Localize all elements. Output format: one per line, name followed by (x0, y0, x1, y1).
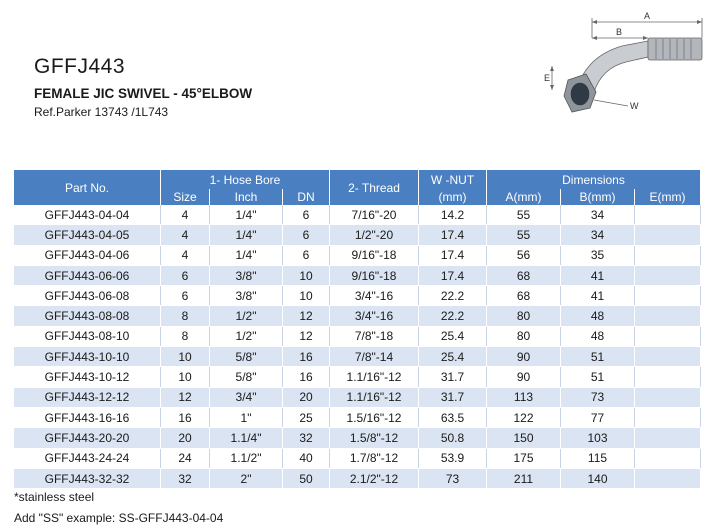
table-row (14, 265, 701, 285)
table-row (14, 225, 701, 245)
ss-example-note: Add "SS" example: SS-GFFJ443-04-04 (14, 511, 224, 525)
cell-dn: 12 (283, 326, 330, 346)
cell-inch: 1/4" (210, 205, 283, 225)
cell-part-no: GFFJ443-10-10 (14, 347, 161, 367)
cell-part-no: GFFJ443-06-06 (14, 265, 161, 285)
cell-dn: 10 (283, 265, 330, 285)
cell-inch: 1" (210, 407, 283, 427)
table-row (14, 448, 701, 468)
header-dimensions: Dimensions (487, 170, 701, 189)
cell-w-nut: 73 (419, 468, 487, 488)
cell-part-no: GFFJ443-04-05 (14, 225, 161, 245)
cell-a: 80 (487, 326, 561, 346)
table-row (14, 387, 701, 407)
cell-b: 51 (561, 367, 635, 387)
cell-thread: 1/2"-20 (330, 225, 419, 245)
header-a-mm: A(mm) (487, 189, 561, 205)
cell-size: 8 (161, 326, 210, 346)
cell-w-nut: 50.8 (419, 428, 487, 448)
cell-inch: 2" (210, 468, 283, 488)
cell-size: 24 (161, 448, 210, 468)
cell-inch: 5/8" (210, 347, 283, 367)
cell-a: 122 (487, 407, 561, 427)
cell-thread: 3/4"-16 (330, 286, 419, 306)
table-row (14, 407, 701, 427)
cell-a: 55 (487, 225, 561, 245)
cell-thread: 2.1/2"-12 (330, 468, 419, 488)
cell-thread: 3/4"-16 (330, 306, 419, 326)
label-b: B (616, 27, 623, 37)
fitting-diagram (530, 8, 710, 128)
cell-b: 115 (561, 448, 635, 468)
parker-reference: Ref.Parker 13743 /1L743 (34, 105, 169, 119)
cell-size: 20 (161, 428, 210, 448)
cell-a: 68 (487, 265, 561, 285)
label-e: E (544, 73, 551, 83)
cell-a: 175 (487, 448, 561, 468)
cell-part-no: GFFJ443-08-08 (14, 306, 161, 326)
cell-b: 35 (561, 245, 635, 265)
cell-size: 4 (161, 225, 210, 245)
product-title: GFFJ443 (34, 55, 126, 78)
cell-part-no: GFFJ443-32-32 (14, 468, 161, 488)
cell-w-nut: 22.2 (419, 286, 487, 306)
cell-part-no: GFFJ443-16-16 (14, 407, 161, 427)
table-row (14, 306, 701, 326)
cell-e (635, 387, 701, 407)
cell-e (635, 347, 701, 367)
cell-dn: 20 (283, 387, 330, 407)
cell-thread: 1.7/8"-12 (330, 448, 419, 468)
cell-w-nut: 31.7 (419, 387, 487, 407)
cell-dn: 10 (283, 286, 330, 306)
cell-size: 32 (161, 468, 210, 488)
header-part-no: Part No. (14, 170, 161, 205)
stainless-note: *stainless steel (14, 490, 95, 504)
cell-part-no: GFFJ443-24-24 (14, 448, 161, 468)
cell-inch: 3/8" (210, 286, 283, 306)
specification-table (14, 170, 701, 489)
cell-part-no: GFFJ443-04-04 (14, 205, 161, 225)
cell-size: 6 (161, 286, 210, 306)
cell-dn: 12 (283, 306, 330, 326)
cell-size: 6 (161, 265, 210, 285)
cell-b: 140 (561, 468, 635, 488)
cell-b: 48 (561, 326, 635, 346)
table-row (14, 286, 701, 306)
cell-a: 211 (487, 468, 561, 488)
cell-a: 56 (487, 245, 561, 265)
cell-e (635, 225, 701, 245)
table-row (14, 468, 701, 488)
cell-e (635, 205, 701, 225)
cell-size: 12 (161, 387, 210, 407)
cell-a: 113 (487, 387, 561, 407)
cell-size: 4 (161, 245, 210, 265)
cell-e (635, 306, 701, 326)
cell-e (635, 468, 701, 488)
table-row (14, 428, 701, 448)
header-w-nut: W -NUT (419, 170, 487, 189)
cell-e (635, 448, 701, 468)
cell-size: 16 (161, 407, 210, 427)
cell-w-nut: 53.9 (419, 448, 487, 468)
cell-size: 4 (161, 205, 210, 225)
header-w-mm: (mm) (419, 189, 487, 205)
cell-b: 34 (561, 205, 635, 225)
cell-b: 34 (561, 225, 635, 245)
cell-thread: 9/16"-18 (330, 265, 419, 285)
cell-thread: 1.1/16"-12 (330, 367, 419, 387)
cell-thread: 1.5/16"-12 (330, 407, 419, 427)
cell-dn: 16 (283, 367, 330, 387)
cell-e (635, 286, 701, 306)
cell-w-nut: 17.4 (419, 265, 487, 285)
cell-e (635, 428, 701, 448)
cell-size: 10 (161, 347, 210, 367)
table-row (14, 347, 701, 367)
cell-e (635, 326, 701, 346)
cell-dn: 6 (283, 225, 330, 245)
cell-e (635, 265, 701, 285)
cell-size: 10 (161, 367, 210, 387)
cell-w-nut: 14.2 (419, 205, 487, 225)
cell-size: 8 (161, 306, 210, 326)
cell-b: 41 (561, 265, 635, 285)
cell-a: 90 (487, 347, 561, 367)
cell-e (635, 367, 701, 387)
cell-w-nut: 63.5 (419, 407, 487, 427)
cell-thread: 7/16"-20 (330, 205, 419, 225)
cell-a: 80 (487, 306, 561, 326)
cell-b: 73 (561, 387, 635, 407)
cell-a: 90 (487, 367, 561, 387)
cell-inch: 1/4" (210, 225, 283, 245)
cell-w-nut: 25.4 (419, 347, 487, 367)
cell-b: 41 (561, 286, 635, 306)
cell-dn: 40 (283, 448, 330, 468)
cell-inch: 1.1/2" (210, 448, 283, 468)
cell-dn: 50 (283, 468, 330, 488)
cell-inch: 3/4" (210, 387, 283, 407)
table-row (14, 326, 701, 346)
cell-w-nut: 17.4 (419, 225, 487, 245)
cell-thread: 1.1/16"-12 (330, 387, 419, 407)
cell-inch: 5/8" (210, 367, 283, 387)
cell-dn: 6 (283, 205, 330, 225)
cell-part-no: GFFJ443-10-12 (14, 367, 161, 387)
cell-a: 68 (487, 286, 561, 306)
cell-thread: 7/8"-14 (330, 347, 419, 367)
header-thread: 2- Thread (330, 170, 419, 205)
table-row (14, 205, 701, 225)
cell-dn: 32 (283, 428, 330, 448)
header-dn: DN (283, 189, 330, 205)
cell-a: 150 (487, 428, 561, 448)
cell-e (635, 407, 701, 427)
cell-dn: 16 (283, 347, 330, 367)
cell-part-no: GFFJ443-06-08 (14, 286, 161, 306)
table-row (14, 245, 701, 265)
cell-dn: 6 (283, 245, 330, 265)
cell-inch: 1.1/4" (210, 428, 283, 448)
cell-inch: 3/8" (210, 265, 283, 285)
table-row (14, 367, 701, 387)
cell-b: 77 (561, 407, 635, 427)
header-e-mm: E(mm) (635, 189, 701, 205)
cell-w-nut: 31.7 (419, 367, 487, 387)
cell-part-no: GFFJ443-20-20 (14, 428, 161, 448)
cell-thread: 7/8"-18 (330, 326, 419, 346)
cell-b: 48 (561, 306, 635, 326)
cell-b: 103 (561, 428, 635, 448)
header-hose-bore: 1- Hose Bore (161, 170, 330, 189)
cell-inch: 1/4" (210, 245, 283, 265)
header-size: Size (161, 189, 210, 205)
cell-inch: 1/2" (210, 306, 283, 326)
cell-thread: 9/16"-18 (330, 245, 419, 265)
product-subtitle: FEMALE JIC SWIVEL - 45°ELBOW (34, 86, 253, 101)
cell-w-nut: 25.4 (419, 326, 487, 346)
header-b-mm: B(mm) (561, 189, 635, 205)
label-a: A (644, 11, 651, 21)
cell-w-nut: 22.2 (419, 306, 487, 326)
cell-thread: 1.5/8"-12 (330, 428, 419, 448)
cell-b: 51 (561, 347, 635, 367)
cell-a: 55 (487, 205, 561, 225)
cell-inch: 1/2" (210, 326, 283, 346)
cell-part-no: GFFJ443-12-12 (14, 387, 161, 407)
cell-dn: 25 (283, 407, 330, 427)
cell-w-nut: 17.4 (419, 245, 487, 265)
label-w: W (630, 101, 639, 111)
cell-e (635, 245, 701, 265)
cell-part-no: GFFJ443-08-10 (14, 326, 161, 346)
cell-part-no: GFFJ443-04-06 (14, 245, 161, 265)
header-inch: Inch (210, 189, 283, 205)
